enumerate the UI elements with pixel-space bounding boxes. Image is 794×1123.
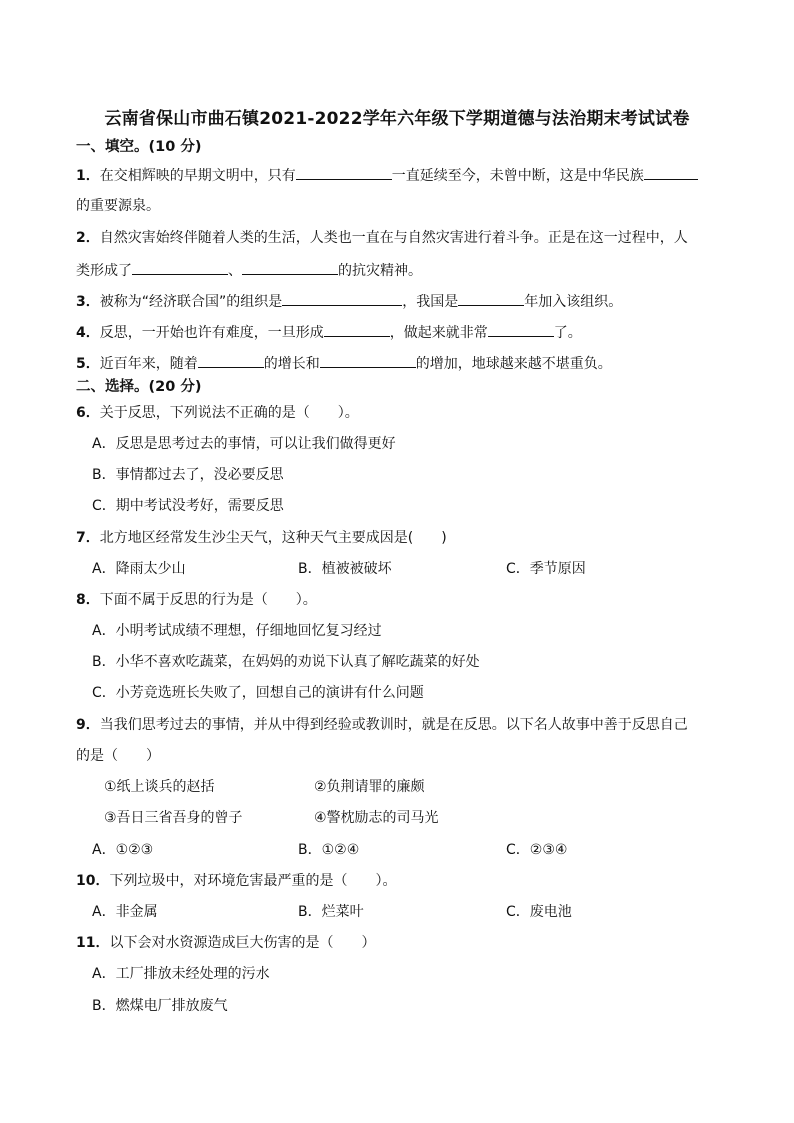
question-text: 近百年来，随着 [99,356,198,372]
question-8 [76,590,317,610]
answer-blank[interactable] [296,164,392,180]
option-c[interactable]: C．季节原因 [506,561,586,577]
question-number: 5． [76,356,100,372]
question-text: 关于反思，下列说法不正确的是（ ）。 [99,405,359,421]
answer-blank[interactable] [458,290,524,306]
question-number: 10． [76,873,110,889]
option-c[interactable]: C．期中考试没考好，需要反思 [92,498,284,514]
answer-blank[interactable] [282,290,402,306]
answer-blank[interactable] [242,259,338,275]
option-c[interactable]: C．小芳竞选班长失败了，回想自己的演讲有什么问题 [92,685,424,701]
question-2-continued [76,259,422,281]
question-number: 2． [76,230,100,246]
option-b[interactable]: B．烂菜叶 [298,904,364,920]
option-b[interactable]: B．①②④ [298,842,360,858]
question-4 [76,321,582,343]
question-text: 下列垃圾中，对环境危害最严重的是（ ）。 [109,873,397,889]
question-text: 下面不属于反思的行为是（ ）。 [99,592,317,608]
question-text: 反思，一开始也许有难度，一旦形成 [99,325,324,341]
answer-blank[interactable] [132,259,228,275]
question-text: 、 [228,263,242,279]
option-a[interactable]: A．反思是思考过去的事情，可以让我们做得更好 [92,436,396,452]
question-text: 的增长和 [263,356,320,372]
option-a[interactable]: A．非金属 [92,904,158,920]
section-fill-blank-heading: 一、填空。(10 分) [76,139,202,155]
option-c[interactable]: C．②③④ [506,842,568,858]
question-5 [76,352,612,374]
answer-blank[interactable] [644,164,698,180]
question-text: ，我国是 [402,294,459,310]
question-number: 8． [76,592,100,608]
page-title: 云南省保山市曲石镇2021-2022学年六年级下学期道德与法治期末考试试卷 [104,109,690,129]
question-text: 以下会对水资源造成巨大伤害的是（ ） [109,935,376,951]
option-a[interactable]: A．工厂排放未经处理的污水 [92,966,270,982]
question-number: 1． [76,168,100,184]
answer-blank[interactable] [198,352,264,368]
option-b[interactable]: B．燃煤电厂排放废气 [92,998,228,1014]
question-1-continued: 的重要源泉。 [76,198,160,214]
question-7 [76,528,447,548]
question-text: 的增加，地球越来越不堪重负。 [415,356,612,372]
question-number: 4． [76,325,100,341]
answer-blank[interactable] [324,321,390,337]
question-number: 7． [76,530,100,546]
question-number: 11． [76,935,110,951]
question-text: 一直延续至今，未曾中断，这是中华民族 [391,168,644,184]
question-text: 年加入该组织。 [524,294,623,310]
question-text: 的抗灾精神。 [338,263,422,279]
question-number: 9． [76,717,100,733]
question-number: 6． [76,405,100,421]
question-text: 被称为“经济联合国”的组织是 [99,294,283,310]
answer-blank[interactable] [320,352,416,368]
question-2 [76,228,688,248]
section-choice-heading: 二、选择。(20 分) [76,379,202,395]
option-b[interactable]: B．小华不喜欢吃蔬菜，在妈妈的劝说下认真了解吃蔬菜的好处 [92,654,480,670]
question-9 [76,715,688,735]
question-6 [76,403,359,423]
question-text: 北方地区经常发生沙尘天气，这种天气主要成因是( ) [99,530,447,546]
question-text: ，做起来就非常 [389,325,488,341]
option-b[interactable]: B．事情都过去了，没必要反思 [92,467,284,483]
story-item-4: ④警枕励志的司马光 [314,810,439,826]
question-11 [76,933,375,953]
option-a[interactable]: A．降雨太少山 [92,561,186,577]
question-1 [76,164,698,186]
option-a[interactable]: A．小明考试成绩不理想，仔细地回忆复习经过 [92,623,382,639]
story-item-2: ②负荆请罪的廉颇 [314,779,425,795]
option-a[interactable]: A．①②③ [92,842,154,858]
question-number: 3． [76,294,100,310]
question-text: 类形成了 [76,263,132,279]
question-text: 自然灾害始终伴随着人类的生活，人类也一直在与自然灾害进行着斗争。正是在这一过程中，人 [99,230,688,246]
question-10 [76,871,396,891]
story-item-3: ③吾日三省吾身的曾子 [104,810,243,826]
question-text: 在交相辉映的早期文明中，只有 [99,168,296,184]
question-text: 了。 [553,325,582,341]
option-c[interactable]: C．废电池 [506,904,572,920]
question-text: 当我们思考过去的事情，并从中得到经验或教训时，就是在反思。以下名人故事中善于反思自己 [99,717,688,733]
question-9-continued: 的是（ ） [76,748,160,764]
question-3 [76,290,622,312]
answer-blank[interactable] [488,321,554,337]
option-b[interactable]: B．植被被破坏 [298,561,392,577]
story-item-1: ①纸上谈兵的赵括 [104,779,215,795]
